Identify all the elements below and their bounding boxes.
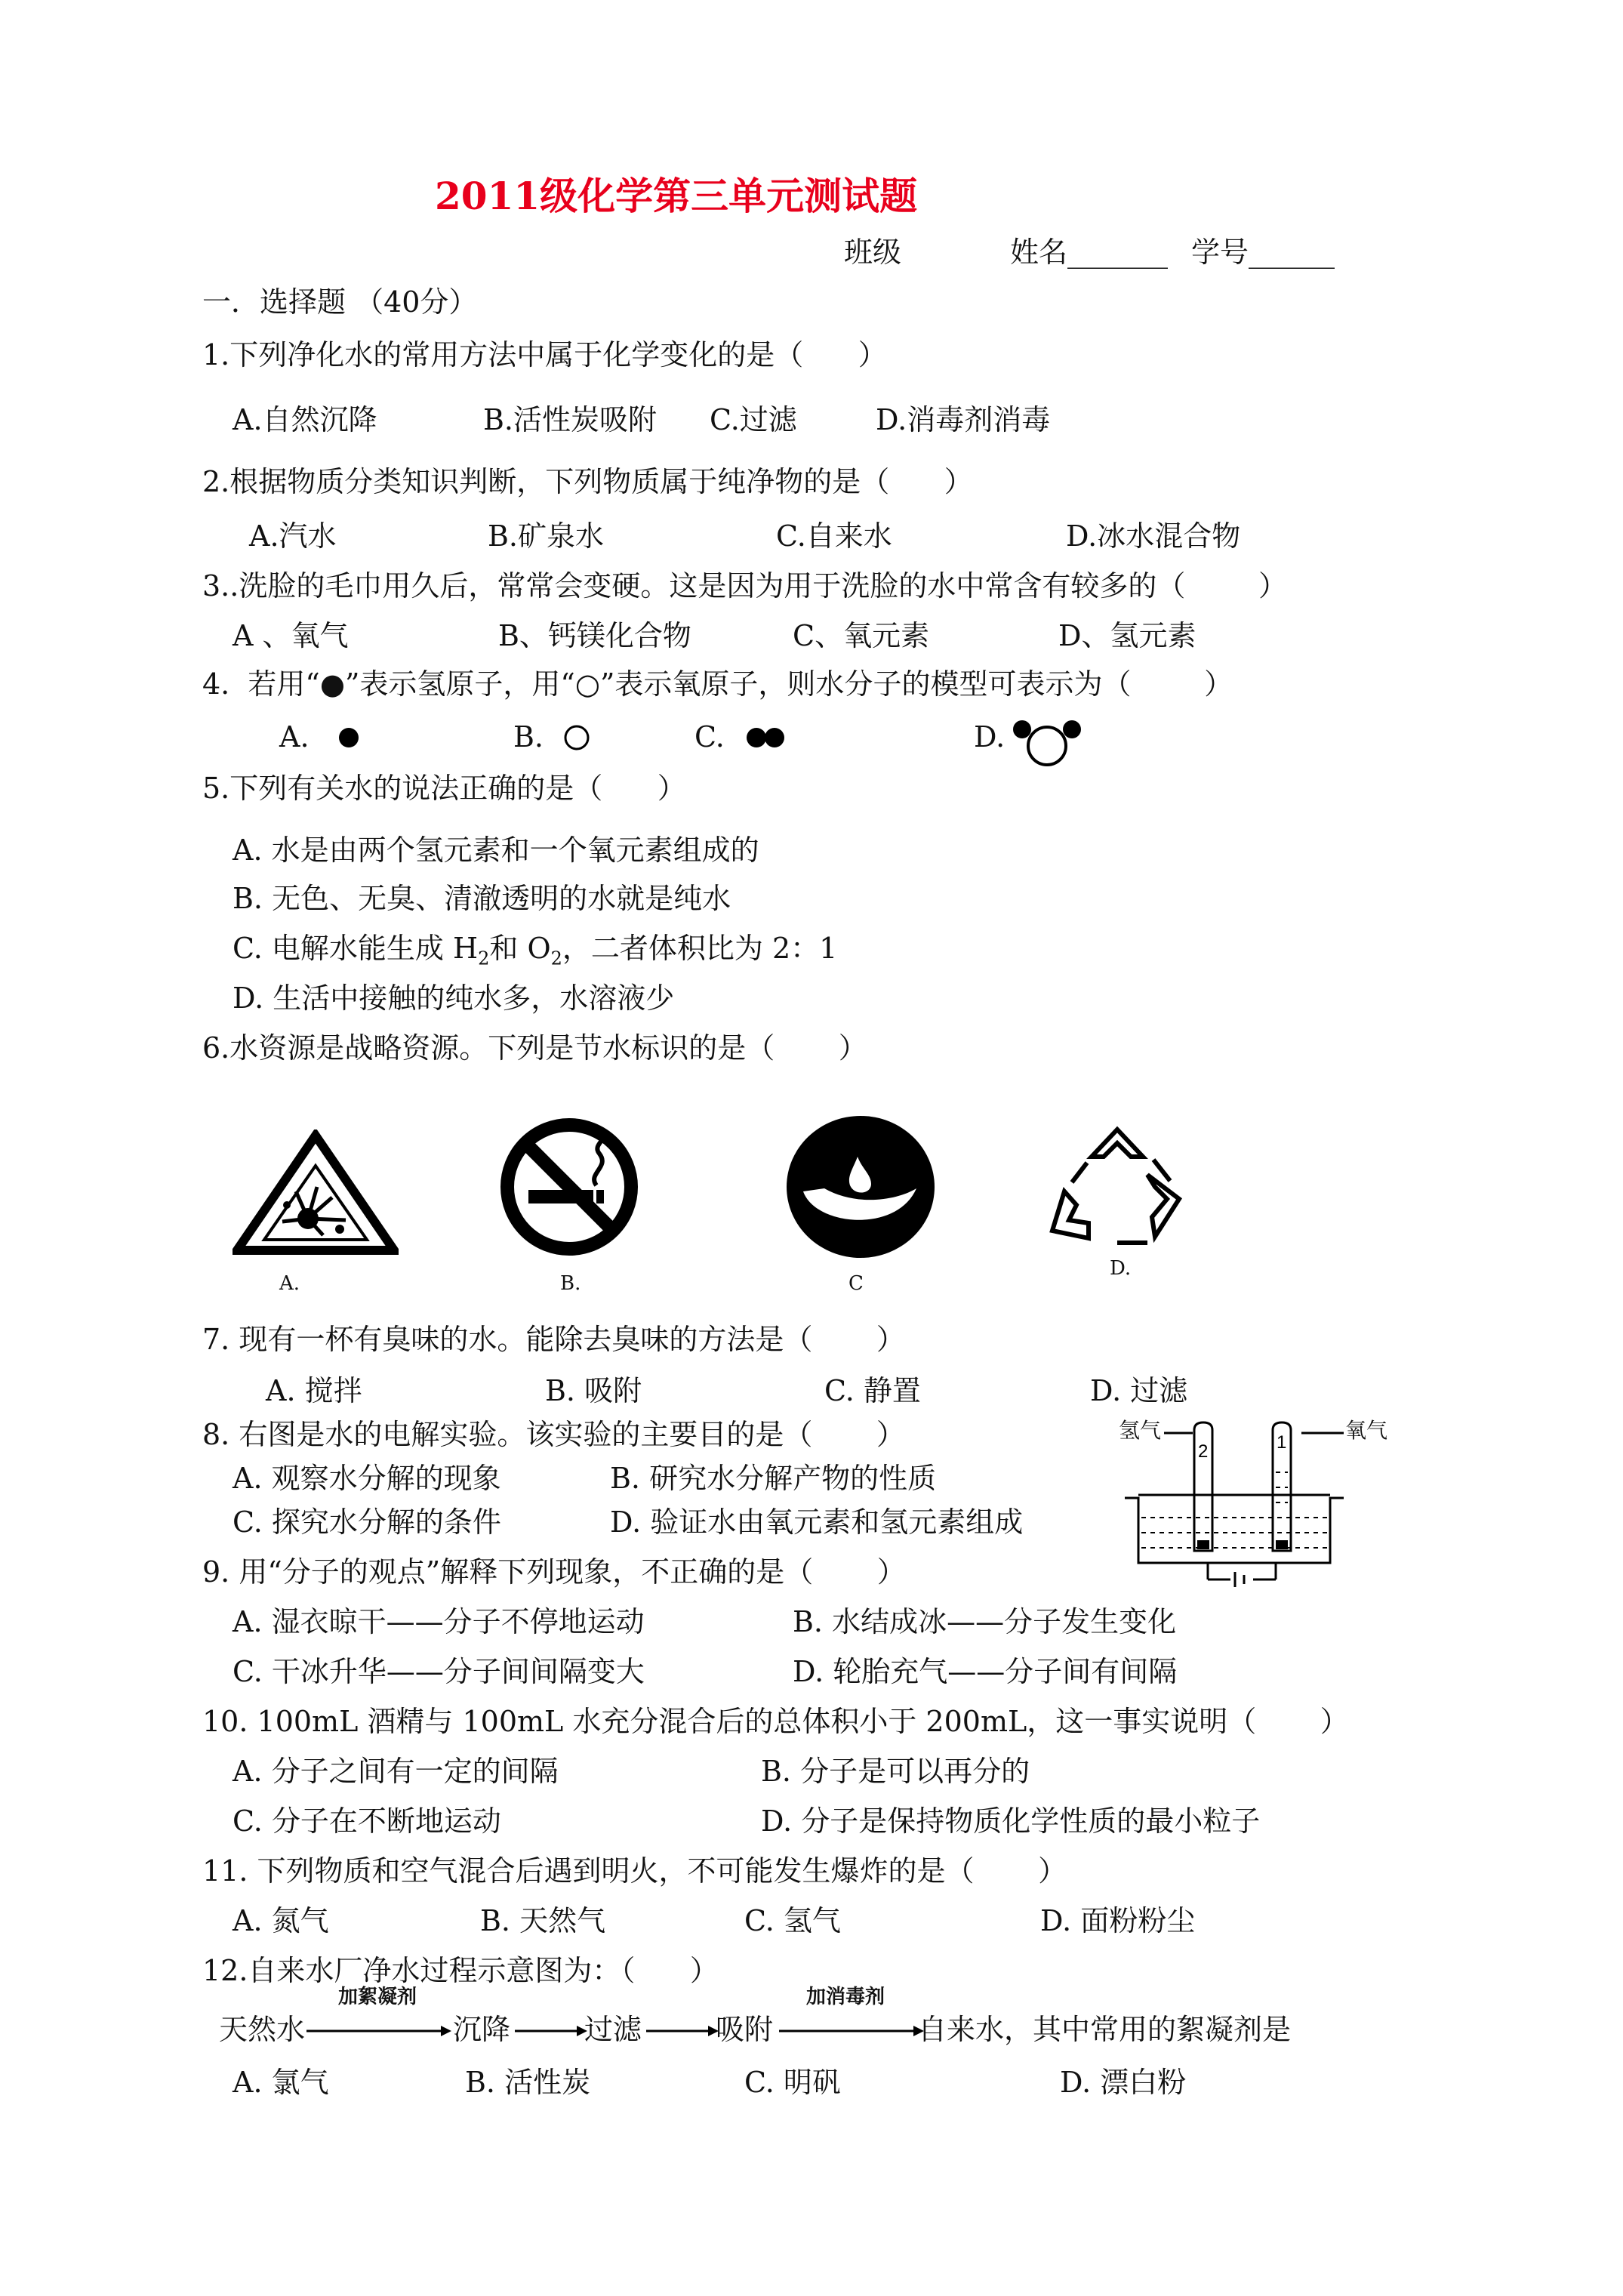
question-11-stem: 11. 下列物质和空气混合后遇到明火，不可能发生爆炸的是（ ） xyxy=(202,1854,1067,1888)
question-2-stem: 2.根据物质分类知识判断，下列物质属于纯净物的是（ ） xyxy=(202,465,973,498)
oxygen-atom-model xyxy=(562,723,592,752)
flow-arrow-1-label: 加絮凝剂 xyxy=(338,1986,417,2008)
q4-option-a: A. xyxy=(279,720,310,754)
page-title: 2011级化学第三单元测试题 xyxy=(435,174,918,218)
q9-option-c: C. 干冰升华——分子间间隔变大 xyxy=(233,1655,645,1688)
class-label: 班级 xyxy=(844,236,902,269)
no-smoking-sign xyxy=(498,1116,640,1258)
electrolysis-apparatus xyxy=(1117,1419,1344,1593)
question-3-stem: 3..洗脸的毛巾用久后，常常会变硬。这是因为用于洗脸的水中常含有较多的（ ） xyxy=(202,569,1287,603)
q12-option-a: A. 氯气 xyxy=(233,2066,329,2099)
flow-natural-water: 天然水 xyxy=(219,2013,306,2046)
q2-option-b: B.矿泉水 xyxy=(488,519,605,553)
name-label: 姓名_______ xyxy=(1010,236,1169,269)
flow-arrow-2 xyxy=(513,2022,589,2040)
q11-option-a: A. 氮气 xyxy=(233,1904,329,1937)
question-8-stem: 8. 右图是水的电解实验。该实验的主要目的是（ ） xyxy=(202,1418,905,1451)
flow-arrow-4-label: 加消毒剂 xyxy=(806,1986,885,2008)
q4-option-d: D. xyxy=(974,720,1006,754)
q7-option-c: C. 静置 xyxy=(824,1374,921,1407)
flow-sedimentation: 沉降 xyxy=(453,2013,511,2046)
q6-label-b: B. xyxy=(560,1272,581,1295)
q5-option-b: B. 无色、无臭、清澈透明的水就是纯水 xyxy=(233,882,731,915)
section-heading: 一．选择题 （40分） xyxy=(202,285,478,319)
question-4-stem: 4. 若用“●”表示氢原子，用“○”表示氧原子，则水分子的模型可表示为（ ） xyxy=(202,667,1233,701)
q8-option-b: B. 研究水分解产物的性质 xyxy=(610,1462,937,1495)
q9-option-b: B. 水结成冰——分子发生变化 xyxy=(793,1605,1177,1638)
flow-tap-water: 自来水，其中常用的絮凝剂是 xyxy=(918,2013,1292,2046)
q12-option-d: D. 漂白粉 xyxy=(1060,2066,1187,2099)
q3-option-c: C、氧元素 xyxy=(793,619,930,652)
q1-option-a: A.自然沉降 xyxy=(233,403,377,436)
q2-option-c: C.自来水 xyxy=(776,519,892,553)
q7-option-a: A. 搅拌 xyxy=(266,1374,362,1407)
q10-option-c: C. 分子在不断地运动 xyxy=(233,1804,501,1838)
explosive-warning-sign xyxy=(233,1130,399,1258)
question-1-stem: 1.下列净化水的常用方法中属于化学变化的是（ ） xyxy=(202,338,887,371)
flow-arrow-4 xyxy=(778,2022,925,2040)
hydrogen-molecule-model xyxy=(744,725,790,750)
student-number-label: 学号______ xyxy=(1191,236,1335,269)
q10-option-b: B. 分子是可以再分的 xyxy=(761,1755,1030,1788)
q5-option-d: D. 生活中接触的纯水多，水溶液少 xyxy=(233,982,675,1015)
q12-option-b: B. 活性炭 xyxy=(465,2066,591,2099)
q6-label-d: D. xyxy=(1110,1257,1132,1280)
q5-option-c: C. 电解水能生成 $H_2$和 $O_2$，二者体积比为 2：1 xyxy=(233,932,838,969)
q8-option-c: C. 探究水分解的条件 xyxy=(233,1505,501,1539)
q5-option-a: A. 水是由两个氢元素和一个氧元素组成的 xyxy=(233,834,759,867)
q6-label-c: C xyxy=(848,1272,864,1295)
q9-option-a: A. 湿衣晾干——分子不停地运动 xyxy=(233,1605,645,1638)
flow-adsorption: 吸附 xyxy=(716,2013,774,2046)
q7-option-d: D. 过滤 xyxy=(1090,1374,1188,1407)
q4-option-b: B. xyxy=(513,720,544,754)
q3-option-b: B、钙镁化合物 xyxy=(498,619,691,652)
hydrogen-gas-label: 氢气 xyxy=(1119,1418,1162,1443)
q3-option-a: A 、氧气 xyxy=(233,619,349,652)
question-5-stem: 5.下列有关水的说法正确的是（ ） xyxy=(202,772,686,805)
q8-option-d: D. 验证水由氧元素和氢元素组成 xyxy=(610,1505,1024,1539)
water-saving-sign xyxy=(784,1113,938,1261)
q7-option-b: B. 吸附 xyxy=(545,1374,642,1407)
q11-option-d: D. 面粉粉尘 xyxy=(1040,1904,1196,1937)
question-7-stem: 7. 现有一杯有臭味的水。能除去臭味的方法是（ ） xyxy=(202,1323,905,1356)
question-9-stem: 9. 用“分子的观点”解释下列现象，不正确的是（ ） xyxy=(202,1555,906,1589)
tube-label-right: 1 xyxy=(1277,1432,1287,1453)
q11-option-b: B. 天然气 xyxy=(480,1904,606,1937)
q11-option-c: C. 氢气 xyxy=(744,1904,841,1937)
q10-option-d: D. 分子是保持物质化学性质的最小粒子 xyxy=(761,1804,1261,1838)
q8-option-a: A. 观察水分解的现象 xyxy=(233,1462,501,1495)
hydrogen-atom-model xyxy=(335,725,365,750)
q3-option-d: D、氢元素 xyxy=(1058,619,1196,652)
q10-option-a: A. 分子之间有一定的间隔 xyxy=(233,1755,559,1788)
flow-filtration: 过滤 xyxy=(584,2013,642,2046)
question-10-stem: 10. 100mL 酒精与 100mL 水充分混合后的总体积小于 200mL，这一事实说明（ ） xyxy=(202,1705,1349,1738)
flow-arrow-3 xyxy=(645,2022,720,2040)
q9-option-d: D. 轮胎充气——分子间有间隔 xyxy=(793,1655,1178,1688)
q1-option-b: B.活性炭吸附 xyxy=(483,403,658,436)
question-6-stem: 6.水资源是战略资源。下列是节水标识的是（ ） xyxy=(202,1031,867,1065)
oxygen-gas-label: 氧气 xyxy=(1345,1418,1388,1443)
question-12-stem: 12.自来水厂净水过程示意图为：（ ） xyxy=(202,1954,719,1987)
water-molecule-model xyxy=(1012,717,1084,770)
q2-option-d: D.冰水混合物 xyxy=(1066,519,1241,553)
q2-option-a: A.汽水 xyxy=(249,519,337,553)
q1-option-c: C.过滤 xyxy=(710,403,797,436)
recycling-sign xyxy=(1042,1117,1193,1250)
q4-option-c: C. xyxy=(694,720,725,754)
q6-label-a: A. xyxy=(279,1272,300,1295)
tube-label-left: 2 xyxy=(1198,1441,1209,1462)
flow-arrow-1 xyxy=(305,2022,453,2040)
q12-option-c: C. 明矾 xyxy=(744,2066,841,2099)
q1-option-d: D.消毒剂消毒 xyxy=(876,403,1051,436)
